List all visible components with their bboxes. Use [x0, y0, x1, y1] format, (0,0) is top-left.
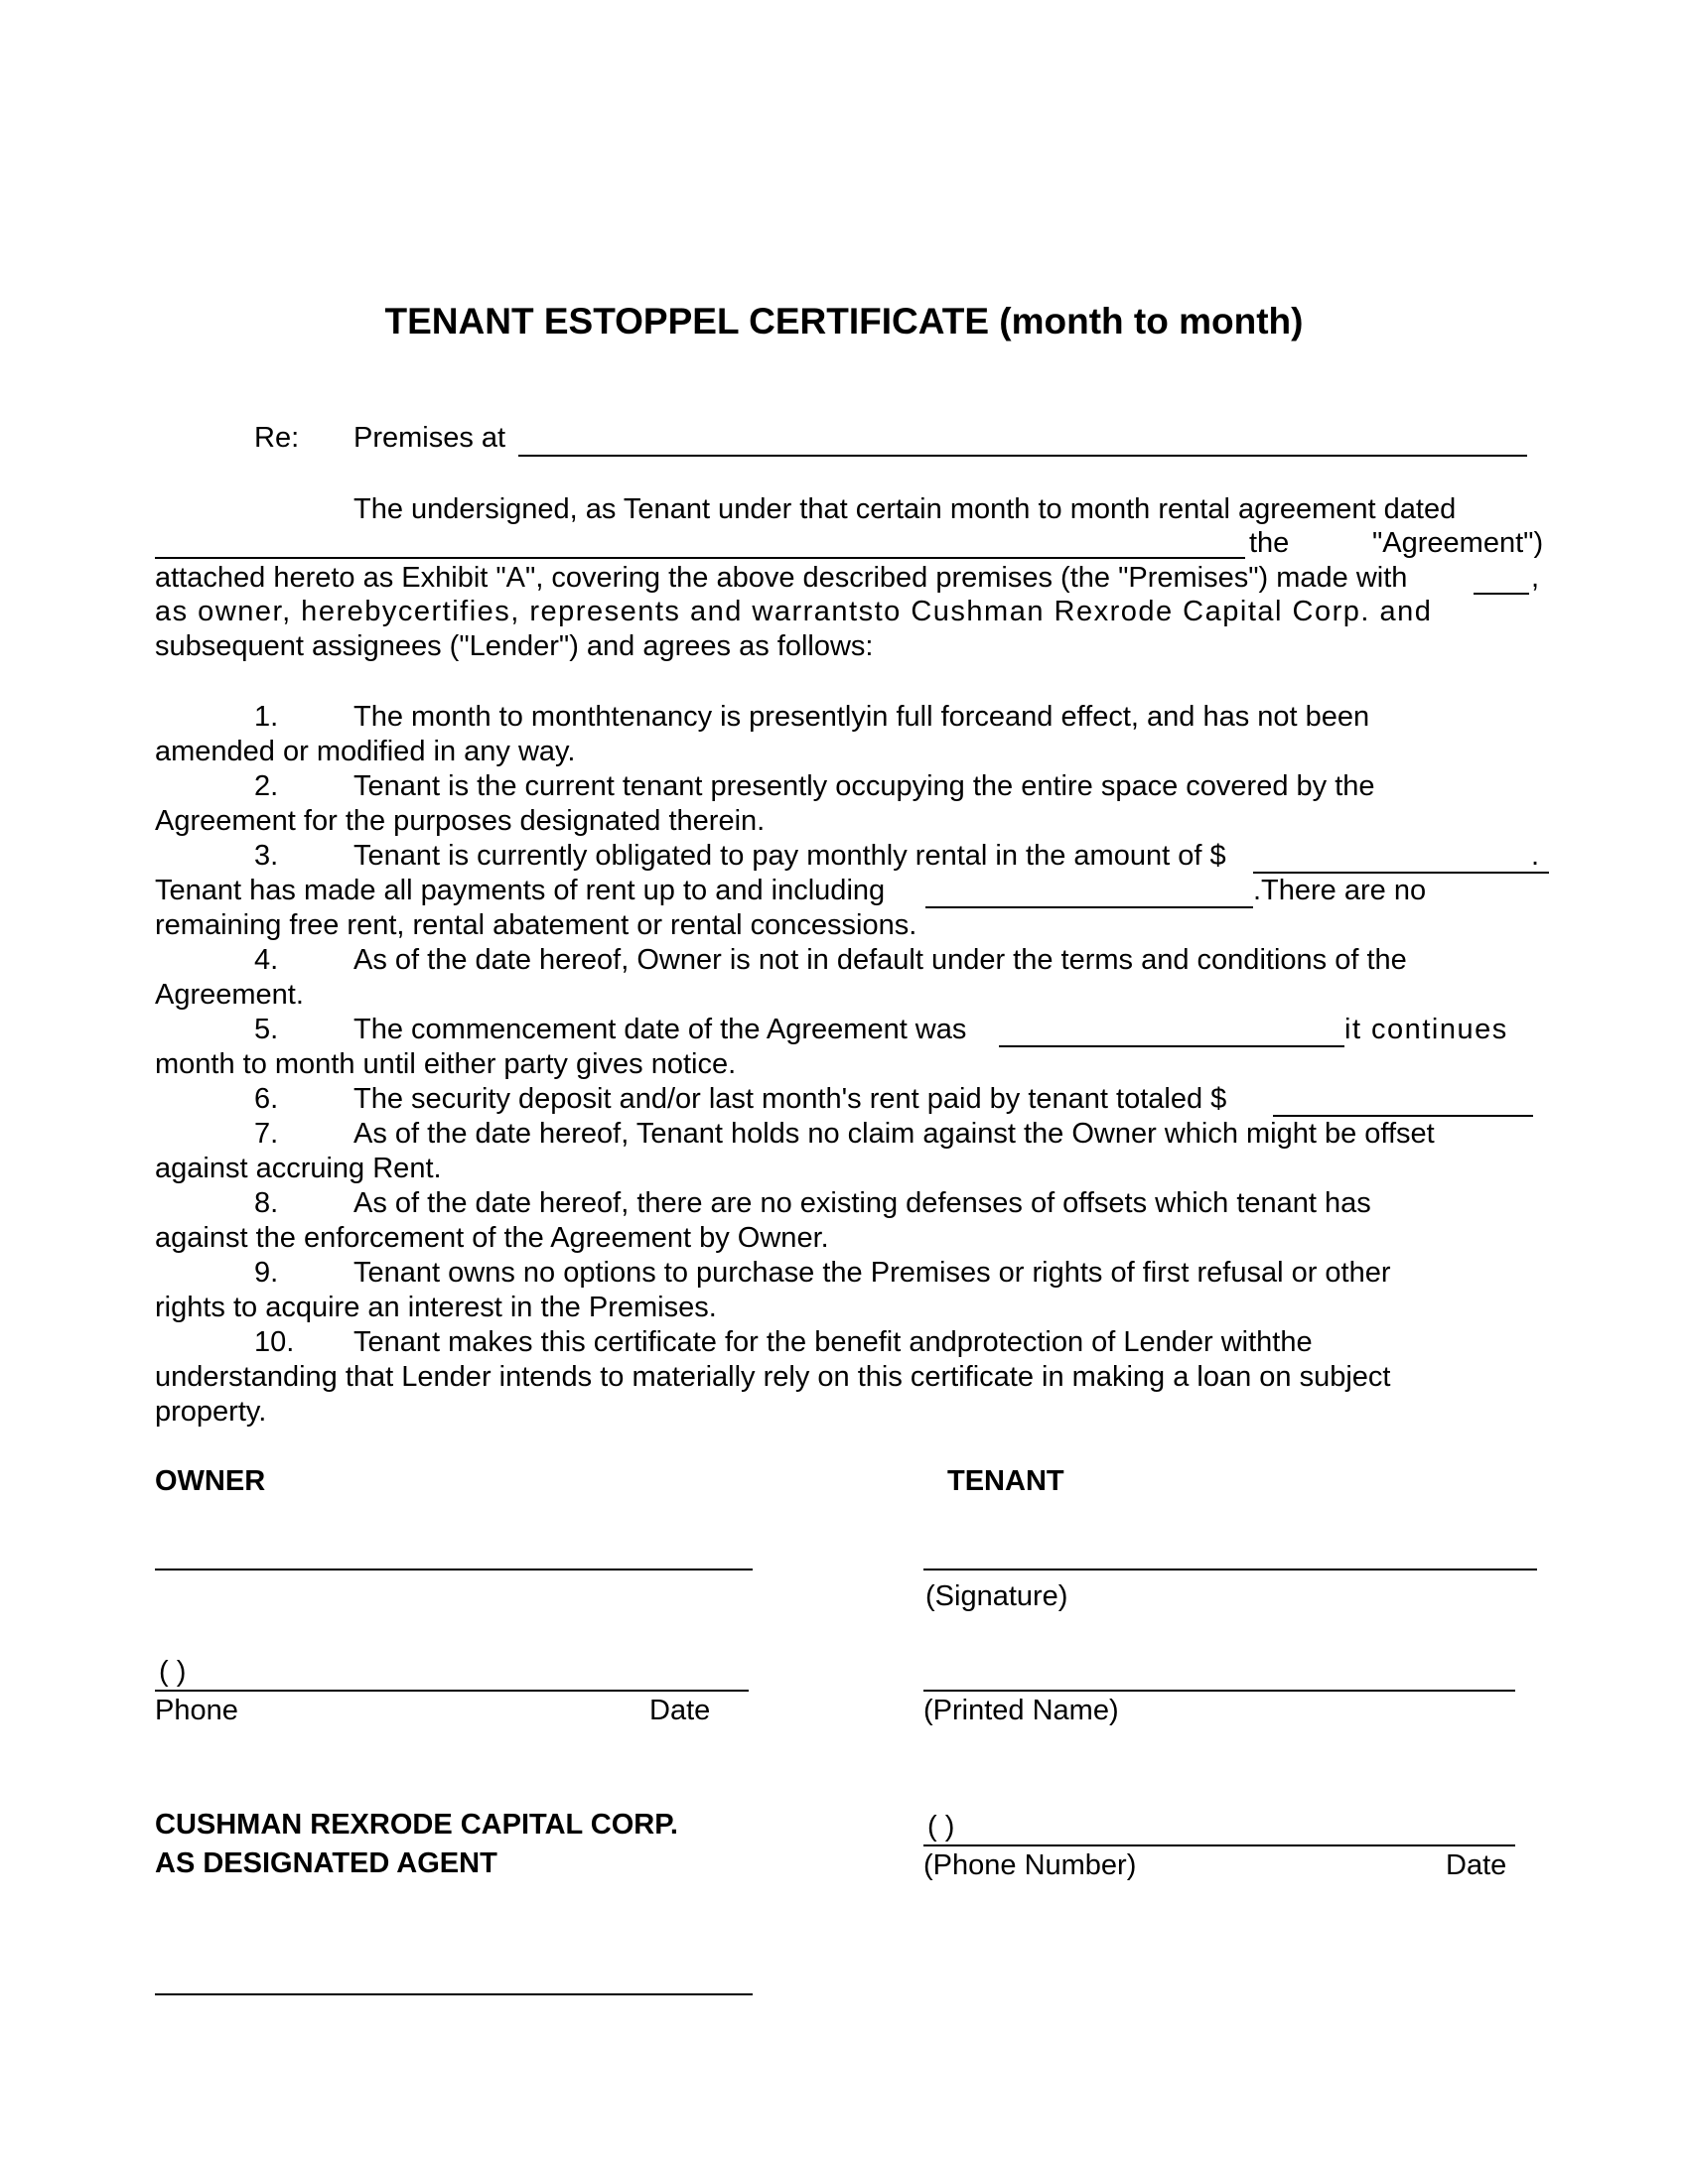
item-9-number: 9. — [254, 1257, 279, 1289]
intro-line-3: attached hereto as Exhibit "A", covering the above described premises (the "Premises") made with — [155, 562, 1408, 594]
item-4-number: 4. — [254, 944, 279, 976]
intro-comma: , — [1531, 562, 1540, 594]
tenant-phone-date-line[interactable] — [923, 1844, 1515, 1846]
item-3-number: 3. — [254, 840, 279, 872]
item-10-text-3: property. — [155, 1396, 267, 1428]
item-8-text: As of the date hereof, there are no existing defenses of offsets which tenant has — [353, 1187, 1371, 1219]
corp-designation: AS DESIGNATED AGENT — [155, 1847, 497, 1879]
tenant-heading: TENANT — [947, 1465, 1064, 1497]
phone-number-label: (Phone Number) — [923, 1849, 1137, 1881]
item-9-text: Tenant owns no options to purchase the Premises or rights of first refusal or other — [353, 1257, 1391, 1289]
item-7-text: As of the date hereof, Tenant holds no claim against the Owner which might be offset — [353, 1118, 1435, 1150]
owner-name-line[interactable] — [1474, 593, 1529, 595]
item-5-text-2: month to month until either party gives notice. — [155, 1048, 737, 1080]
printed-name-line[interactable] — [923, 1690, 1515, 1692]
intro-line-5: subsequent assignees ("Lender") and agrees as follows: — [155, 630, 874, 662]
intro-line-1: The undersigned, as Tenant under that certain month to month rental agreement dated — [353, 493, 1457, 525]
tenant-phone-paren: ( ) — [927, 1811, 955, 1843]
item-9-text-2: rights to acquire an interest in the Premises. — [155, 1292, 717, 1323]
corp-name: CUSHMAN REXRODE CAPITAL CORP. — [155, 1809, 678, 1841]
item-3-text: Tenant is currently obligated to pay monthly rental in the amount of $ — [353, 840, 1226, 872]
item-3-text-3: remaining free rent, rental abatement or rental concessions. — [155, 909, 917, 941]
item-7-text-2: against accruing Rent. — [155, 1153, 442, 1184]
item-5-text: The commencement date of the Agreement was — [353, 1014, 967, 1045]
page-title: TENANT ESTOPPEL CERTIFICATE (month to month) — [384, 301, 1304, 341]
rent-paid-through-line[interactable] — [925, 906, 1253, 908]
intro-agreement: "Agreement") — [1372, 527, 1544, 559]
printed-name-label: (Printed Name) — [923, 1695, 1119, 1726]
tenant-signature-line[interactable] — [923, 1569, 1537, 1570]
item-3-period: . — [1531, 840, 1540, 872]
owner-heading: OWNER — [155, 1465, 266, 1497]
item-3-text-2a: Tenant has made all payments of rent up to and including — [155, 875, 886, 906]
item-4-text-2: Agreement. — [155, 979, 304, 1011]
premises-label: Premises at — [353, 422, 506, 454]
date-label: Date — [649, 1695, 711, 1726]
owner-phone-date-line[interactable] — [155, 1690, 749, 1692]
item-6-text: The security deposit and/or last month's rent paid by tenant totaled $ — [353, 1083, 1227, 1115]
owner-signature-line[interactable] — [155, 1569, 753, 1570]
item-8-number: 8. — [254, 1187, 279, 1219]
re-label: Re: — [254, 422, 300, 454]
owner-phone-paren: ( ) — [159, 1656, 187, 1688]
item-4-text: As of the date hereof, Owner is not in default under the terms and conditions of the — [353, 944, 1407, 976]
item-10-text-2: understanding that Lender intends to materially rely on this certificate in making a loan on subject — [155, 1361, 1391, 1393]
item-6-number: 6. — [254, 1083, 279, 1115]
intro-the: the — [1249, 527, 1290, 559]
item-3-text-2b: .There are no — [1253, 875, 1427, 906]
item-5-number: 5. — [254, 1014, 279, 1045]
item-1-number: 1. — [254, 701, 279, 733]
item-1-text-2: amended or modified in any way. — [155, 736, 576, 767]
commencement-date-line[interactable] — [999, 1045, 1344, 1047]
item-2-text: Tenant is the current tenant presently occupying the entire space covered by the — [353, 770, 1375, 802]
item-2-text-2: Agreement for the purposes designated therein. — [155, 805, 766, 837]
item-7-number: 7. — [254, 1118, 279, 1150]
item-10-number: 10. — [254, 1326, 295, 1358]
item-1-text: The month to monthtenancy is presentlyin full forceand effect, and has not been — [353, 701, 1370, 733]
premises-address-line[interactable] — [518, 455, 1527, 457]
item-5-continues: it continues — [1344, 1014, 1508, 1045]
intro-line-4: as owner, herebycertifies, represents and warrantsto Cushman Rexrode Capital Corp. and — [155, 596, 1433, 627]
security-deposit-line[interactable] — [1273, 1115, 1533, 1117]
signature-label: (Signature) — [925, 1580, 1068, 1612]
agreement-date-line[interactable] — [155, 557, 1245, 559]
monthly-rent-line[interactable] — [1253, 872, 1549, 874]
date-label-2: Date — [1446, 1849, 1507, 1881]
item-2-number: 2. — [254, 770, 279, 802]
item-10-text: Tenant makes this certificate for the benefit andprotection of Lender withthe — [353, 1326, 1313, 1358]
agent-signature-line[interactable] — [155, 1993, 753, 1995]
phone-label: Phone — [155, 1695, 238, 1726]
item-8-text-2: against the enforcement of the Agreement by Owner. — [155, 1222, 829, 1254]
